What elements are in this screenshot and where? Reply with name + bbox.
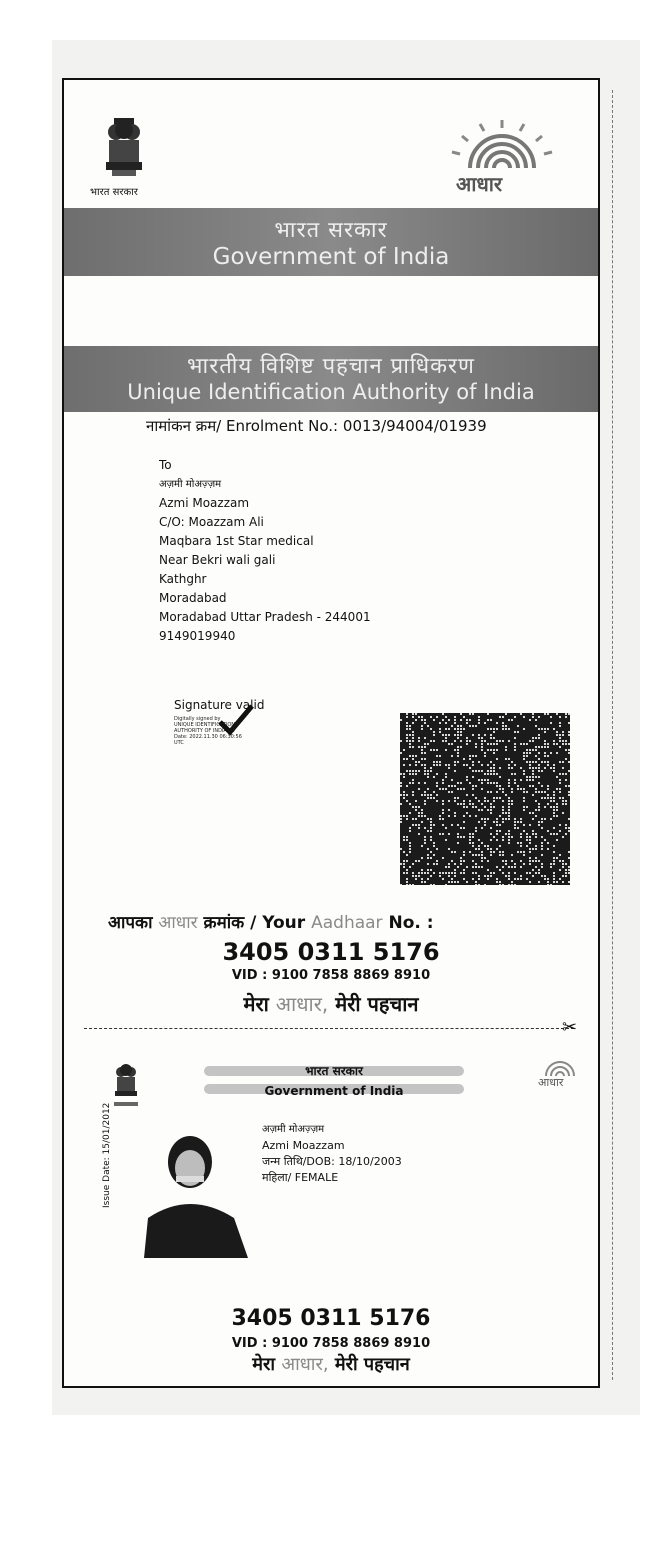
uidai-banner: [64, 346, 598, 412]
card-gov-hindi: भारत सरकार: [305, 1064, 363, 1078]
label-part: क्रमांक / Your: [203, 913, 306, 933]
signature-line: UNIQUE IDENTIFICATION: [174, 722, 236, 728]
issue-date: Issue Date: 15/01/2012: [102, 1102, 112, 1208]
card-vid: VID : 9100 7858 8869 8910: [231, 1336, 431, 1351]
label-part: आधार: [158, 913, 198, 933]
uidai-english: Unique Identification Authority of India: [127, 380, 535, 404]
label-part: आपका: [108, 913, 153, 933]
enrolment-number: [146, 416, 487, 436]
motto-part: मेरा: [252, 1354, 276, 1375]
signature-line: Date: 2022.11.30 06:30:56: [174, 734, 242, 740]
motto: [64, 990, 598, 1017]
label-part: Aadhaar: [311, 913, 383, 933]
cut-line: [84, 1028, 574, 1029]
government-banner: [64, 208, 598, 276]
banner-english: Government of India: [212, 244, 450, 270]
signature-title: Signature valid: [174, 698, 265, 712]
address-line: Near Bekri wali gali: [159, 553, 276, 567]
card-government-banner: [199, 1062, 469, 1098]
card-name-hindi: अज़मी मोअज़्ज़म: [262, 1124, 325, 1135]
address-line: Maqbara 1st Star medical: [159, 534, 314, 548]
card-logo-text: आधार: [538, 1076, 564, 1089]
address-line: Moradabad: [159, 591, 227, 605]
enrolment-value: 0013/94004/01939: [342, 417, 487, 435]
uidai-hindi: भारतीय विशिष्ट पहचान प्राधिकरण: [187, 354, 475, 379]
signature-line: AUTHORITY OF INDIA 05: [174, 728, 235, 734]
card-gov-english: Government of India: [264, 1084, 404, 1098]
aadhaar-letter: [62, 78, 600, 1388]
aadhaar-label: [108, 910, 434, 933]
address-care-of: C/O: Moazzam Ali: [159, 515, 264, 529]
qr-code: [400, 713, 570, 885]
card-dob: जन्म तिथि/DOB: 18/10/2003: [262, 1155, 402, 1168]
address-line: Kathghr: [159, 572, 207, 586]
address-name: Azmi Moazzam: [159, 496, 250, 510]
perforation-line: [612, 90, 613, 1380]
address-block: [159, 456, 371, 646]
signature-line: UTC: [174, 740, 184, 746]
signature-line: Digitally signed by: [174, 716, 221, 722]
card-aadhaar-number: 3405 0311 5176: [231, 1306, 431, 1331]
card-holder-info: [262, 1122, 402, 1186]
card-gender: महिला/ FEMALE: [262, 1171, 339, 1184]
aadhaar-logo-text: आधार: [456, 172, 503, 196]
enrolment-label: नामांकन क्रम/ Enrolment No.:: [146, 417, 339, 435]
motto-part: मेरी पहचान: [335, 992, 419, 1016]
digital-signature: [174, 698, 264, 746]
motto-part: मेरा: [243, 992, 269, 1016]
address-name-hindi: अज़मी मोअज़्ज़म: [159, 479, 222, 490]
aadhaar-number: 3405 0311 5176: [222, 938, 440, 966]
national-emblem-icon: [108, 1060, 144, 1112]
motto-part: आधार,: [275, 992, 329, 1016]
card-name: Azmi Moazzam: [262, 1139, 345, 1152]
label-part: No. :: [388, 913, 434, 933]
checkmark-icon: [216, 702, 256, 736]
banner-hindi: भारत सरकार: [274, 218, 388, 243]
scissors-icon: ✂: [562, 1017, 578, 1038]
card-motto: [64, 1352, 598, 1376]
address-to: To: [159, 458, 172, 472]
address-line: Moradabad Uttar Pradesh - 244001: [159, 610, 371, 624]
holder-photo: [138, 1128, 250, 1258]
motto-part: आधार,: [281, 1354, 329, 1375]
emblem-caption: भारत सरकार: [90, 187, 138, 198]
address-phone: 9149019940: [159, 629, 236, 643]
motto-part: मेरी पहचान: [334, 1354, 410, 1375]
vid-number: VID : 9100 7858 8869 8910: [231, 968, 431, 983]
